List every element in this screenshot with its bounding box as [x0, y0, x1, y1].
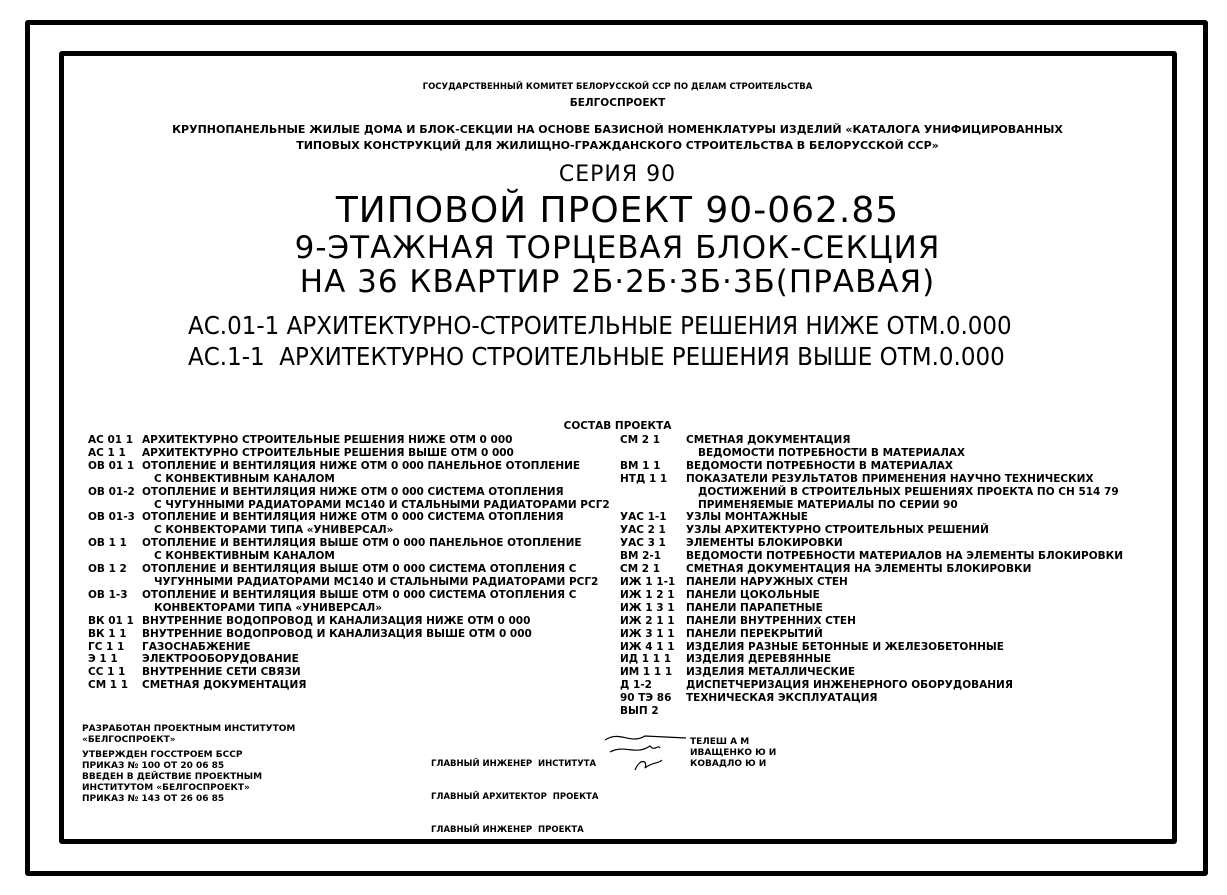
item-text: С КОНВЕКТОРАМИ ТИПА «УНИВЕРСАЛ»	[154, 524, 394, 537]
item-code: ИЖ 1 1-1	[620, 575, 676, 588]
list-item	[620, 615, 1123, 628]
item-text: ВНУТРЕННИЕ ВОДОПРОВОД И КАНАЛИЗАЦИЯ НИЖЕ ОТМ 0 000	[142, 614, 531, 627]
item-text: ОТОПЛЕНИЕ И ВЕНТИЛЯЦИЯ НИЖЕ ОТМ 0 000 СИСТЕМА ОТОПЛЕНИЯ	[142, 511, 564, 524]
item-code: СМ 2 1	[620, 563, 661, 576]
item-code: ОВ 1-3	[88, 588, 128, 601]
list-item	[620, 653, 1123, 666]
list-item	[88, 434, 610, 447]
list-item	[620, 486, 1123, 499]
item-code	[620, 499, 686, 512]
item-code: 90 ТЭ 86	[620, 692, 672, 705]
roles-block	[431, 737, 598, 858]
title-line-1: 9-ЭТАЖНАЯ ТОРЦЕВАЯ БЛОК-СЕКЦИЯ	[294, 230, 941, 266]
developed-line: «БЕЛГОСПРОЕКТ»	[82, 735, 176, 745]
list-item	[620, 589, 1123, 602]
item-text: ИЗДЕЛИЯ МЕТАЛЛИЧЕСКИЕ	[686, 666, 856, 679]
description-line-2: ТИПОВЫХ КОНСТРУКЦИЙ ДЛЯ ЖИЛИЩНО-ГРАЖДАНСКОГО СТРОИТЕЛЬСТВА В БЕЛОРУССКОЙ ССР»	[296, 139, 939, 152]
item-text: ТЕХНИЧЕСКАЯ ЭКСПЛУАТАЦИЯ	[686, 692, 878, 705]
item-text: ОТОПЛЕНИЕ И ВЕНТИЛЯЦИЯ НИЖЕ ОТМ 0 000 СИСТЕМА ОТОПЛЕНИЯ	[142, 485, 564, 498]
approved-line: ПРИКАЗ № 143 ОТ 26 06 85	[82, 794, 225, 804]
item-text: ВЕДОМОСТИ ПОТРЕБНОСТИ В МАТЕРИАЛАХ	[698, 446, 966, 459]
list-item	[620, 705, 1123, 718]
list-item	[88, 602, 610, 615]
list-item	[620, 641, 1123, 654]
item-code: Э 1 1	[88, 653, 118, 666]
item-text: ГАЗОСНАБЖЕНИЕ	[142, 640, 251, 653]
item-text: ИЗДЕЛИЯ ДЕРЕВЯННЫЕ	[686, 653, 832, 666]
item-text: СМЕТНАЯ ДОКУМЕНТАЦИЯ	[686, 434, 851, 446]
item-text: ДИСПЕТЧЕРИЗАЦИЯ ИНЖЕНЕРНОГО ОБОРУДОВАНИЯ	[686, 679, 1013, 692]
item-code: УАС 2 1	[620, 524, 666, 537]
item-code: НТД 1 1	[620, 472, 668, 485]
list-item	[88, 628, 610, 641]
signatures	[600, 730, 688, 775]
list-item	[88, 486, 610, 499]
item-text: ВЕДОМОСТИ ПОТРЕБНОСТИ В МАТЕРИАЛАХ	[686, 459, 954, 472]
list-item	[88, 563, 610, 576]
item-text: ЭЛЕКТРООБОРУДОВАНИЕ	[142, 653, 299, 666]
names-block	[690, 737, 776, 770]
item-code: АС 1 1	[88, 446, 126, 459]
item-text: УЗЛЫ МОНТАЖНЫЕ	[686, 511, 808, 524]
composition-title: СОСТАВ ПРОЕКТА	[563, 420, 672, 432]
item-text: ПОКАЗАТЕЛИ РЕЗУЛЬТАТОВ ПРИМЕНЕНИЯ НАУЧНО ТЕХНИЧЕСКИХ	[686, 472, 1094, 485]
item-text: ПАНЕЛИ ЦОКОЛЬНЫЕ	[686, 588, 820, 601]
list-item	[620, 666, 1123, 679]
role: ГЛАВНЫЙ ИНЖЕНЕР ИНСТИТУТА	[431, 759, 597, 769]
item-code: ОВ 01 1	[88, 459, 135, 472]
list-item	[620, 602, 1123, 615]
list-item	[620, 434, 1123, 447]
list-item	[88, 589, 610, 602]
item-code	[620, 486, 686, 499]
list-item	[88, 679, 610, 692]
list-item	[88, 511, 610, 524]
item-code: СМ 1 1	[88, 679, 129, 692]
item-code: ГС 1 1	[88, 640, 125, 653]
list-item	[620, 511, 1123, 524]
item-code: ОВ 1 2	[88, 563, 127, 576]
role: ГЛАВНЫЙ АРХИТЕКТОР ПРОЕКТА	[431, 792, 599, 802]
item-text: ПРИМЕНЯЕМЫЕ МАТЕРИАЛЫ ПО СЕРИИ 90	[698, 498, 958, 511]
item-text: ПАНЕЛИ ПЕРЕКРЫТИЙ	[686, 627, 823, 640]
item-code: ИЖ 1 2 1	[620, 588, 675, 601]
item-code: СС 1 1	[88, 666, 126, 679]
role: ГЛАВНЫЙ ИНЖЕНЕР ПРОЕКТА	[431, 825, 584, 835]
item-text: ПАНЕЛИ ПАРАПЕТНЫЕ	[686, 601, 823, 614]
list-item	[620, 628, 1123, 641]
organization: БЕЛГОСПРОЕКТ	[569, 97, 666, 109]
approved-line: ИНСТИТУТОМ «БЕЛГОСПРОЕКТ»	[82, 783, 250, 793]
item-text: ДОСТИЖЕНИЙ В СТРОИТЕЛЬНЫХ РЕШЕНИЯХ ПРОЕКТА ПО СН 514 79	[698, 485, 1119, 498]
album-1: АС.01-1 АРХИТЕКТУРНО-СТРОИТЕЛЬНЫЕ РЕШЕНИЯ НИЖЕ ОТМ.0.000	[188, 311, 1012, 340]
list-item	[620, 460, 1123, 473]
item-text: УЗЛЫ АРХИТЕКТУРНО СТРОИТЕЛЬНЫХ РЕШЕНИЙ	[686, 524, 989, 537]
item-code: ОВ 1 1	[88, 537, 127, 550]
left-composition-list	[88, 434, 610, 692]
item-code: ВМ 1 1	[620, 459, 661, 472]
list-item	[620, 447, 1123, 460]
item-text: С КОНВЕКТИВНЫМ КАНАЛОМ	[154, 472, 335, 485]
name: КОВАДЛО Ю И	[690, 759, 767, 769]
list-item	[620, 524, 1123, 537]
approved-line: ВВЕДЕН В ДЕЙСТВИЕ ПРОЕКТНЫМ	[82, 772, 263, 782]
item-code	[88, 602, 142, 615]
item-code: ВМ 2-1	[620, 550, 662, 563]
item-code	[88, 550, 142, 563]
right-composition-list	[620, 434, 1123, 718]
item-text: ОТОПЛЕНИЕ И ВЕНТИЛЯЦИЯ НИЖЕ ОТМ 0 000 ПАНЕЛЬНОЕ ОТОПЛЕНИЕ	[142, 459, 581, 472]
list-item	[88, 524, 610, 537]
list-item	[88, 666, 610, 679]
description-line-1: КРУПНОПАНЕЛЬНЫЕ ЖИЛЫЕ ДОМА И БЛОК-СЕКЦИИ НА ОСНОВЕ БАЗИСНОЙ НОМЕНКЛАТУРЫ ИЗДЕЛИЙ «КАТАЛОГА УНИФИЦИРОВАННЫХ	[172, 123, 1063, 136]
item-code	[88, 576, 142, 589]
item-text: ЭЛЕМЕНТЫ БЛОКИРОВКИ	[686, 537, 843, 550]
list-item	[88, 576, 610, 589]
item-text: ВНУТРЕННИЕ ВОДОПРОВОД И КАНАЛИЗАЦИЯ ВЫШЕ ОТМ 0 000	[142, 627, 532, 640]
item-text: КОНВЕКТОРАМИ ТИПА «УНИВЕРСАЛ»	[154, 601, 383, 614]
item-code: ИЖ 4 1 1	[620, 640, 675, 653]
item-code: ИМ 1 1 1	[620, 666, 673, 679]
list-item	[620, 473, 1123, 486]
list-item	[88, 615, 610, 628]
item-code	[620, 447, 686, 460]
approved-line: УТВЕРЖДЕН ГОССТРОЕМ БССР	[82, 750, 243, 760]
list-item	[88, 641, 610, 654]
name: ТЕЛЕШ А М	[690, 737, 750, 747]
list-item	[620, 550, 1123, 563]
list-item	[620, 537, 1123, 550]
item-text: ОТОПЛЕНИЕ И ВЕНТИЛЯЦИЯ ВЫШЕ ОТМ 0 000 СИСТЕМА ОТОПЛЕНИЯ С	[142, 588, 577, 601]
item-code: УАС 1-1	[620, 511, 667, 524]
item-text: ОТОПЛЕНИЕ И ВЕНТИЛЯЦИЯ ВЫШЕ ОТМ 0 000 ПАНЕЛЬНОЕ ОТОПЛЕНИЕ	[142, 537, 582, 550]
item-code	[88, 499, 142, 512]
developed-line: РАЗРАБОТАН ПРОЕКТНЫМ ИНСТИТУТОМ	[82, 724, 296, 734]
list-item	[620, 563, 1123, 576]
item-code: ИЖ 3 1 1	[620, 627, 675, 640]
item-code: ВК 1 1	[88, 627, 127, 640]
committee-line: ГОСУДАРСТВЕННЫЙ КОМИТЕТ БЕЛОРУССКОЙ ССР ПО ДЕЛАМ СТРОИТЕЛЬСТВА	[422, 82, 813, 92]
name: ИВАЩЕНКО Ю И	[690, 748, 777, 758]
item-code: ИД 1 1 1	[620, 653, 672, 666]
item-code: ОВ 01-3	[88, 511, 135, 524]
item-text: АРХИТЕКТУРНО СТРОИТЕЛЬНЫЕ РЕШЕНИЯ ВЫШЕ ОТМ 0 000	[142, 446, 514, 459]
item-text: ЧУГУННЫМИ РАДИАТОРАМИ МС140 И СТАЛЬНЫМИ РАДИАТОРАМИ РСГ2	[154, 575, 599, 588]
item-text: ВЕДОМОСТИ ПОТРЕБНОСТИ МАТЕРИАЛОВ НА ЭЛЕМЕНТЫ БЛОКИРОВКИ	[686, 550, 1124, 563]
list-item	[88, 473, 610, 486]
item-text: С КОНВЕКТИВНЫМ КАНАЛОМ	[154, 550, 335, 563]
series: СЕРИЯ 90	[558, 162, 677, 187]
item-text: АРХИТЕКТУРНО СТРОИТЕЛЬНЫЕ РЕШЕНИЯ НИЖЕ ОТМ 0 000	[142, 434, 513, 446]
list-item	[88, 499, 610, 512]
item-text: СМЕТНАЯ ДОКУМЕНТАЦИЯ	[142, 679, 307, 692]
list-item	[88, 537, 610, 550]
album-2: АС.1-1 АРХИТЕКТУРНО СТРОИТЕЛЬНЫЕ РЕШЕНИЯ ВЫШЕ ОТМ.0.000	[188, 342, 1005, 371]
list-item	[88, 653, 610, 666]
item-code: ОВ 01-2	[88, 485, 135, 498]
item-text: ОТОПЛЕНИЕ И ВЕНТИЛЯЦИЯ ВЫШЕ ОТМ 0 000 СИСТЕМА ОТОПЛЕНИЯ С	[142, 563, 577, 576]
item-code: АС 01 1	[88, 434, 134, 446]
list-item	[620, 692, 1123, 705]
list-item	[620, 499, 1123, 512]
item-code	[88, 524, 142, 537]
item-text: ПАНЕЛИ ВНУТРЕННИХ СТЕН	[686, 614, 856, 627]
item-text: С ЧУГУННЫМИ РАДИАТОРАМИ МС140 И СТАЛЬНЫМИ РАДИАТОРАМИ РСГ2	[154, 498, 610, 511]
item-code: Д 1-2	[620, 679, 652, 692]
approved-block	[82, 750, 262, 805]
item-code: ИЖ 1 3 1	[620, 601, 675, 614]
list-item	[620, 679, 1123, 692]
list-item	[620, 576, 1123, 589]
item-code: ВЫП 2	[620, 705, 659, 718]
item-code: ИЖ 2 1 1	[620, 614, 675, 627]
item-code: ВК 01 1	[88, 614, 134, 627]
list-item	[88, 447, 610, 460]
list-item	[88, 460, 610, 473]
item-text: ВНУТРЕННИЕ СЕТИ СВЯЗИ	[142, 666, 301, 679]
item-code: УАС 3 1	[620, 537, 666, 550]
developed-block	[82, 724, 295, 746]
project-number: ТИПОВОЙ ПРОЕКТ 90-062.85	[335, 190, 900, 231]
list-item	[88, 550, 610, 563]
item-text: ИЗДЕЛИЯ РАЗНЫЕ БЕТОННЫЕ И ЖЕЛЕЗОБЕТОННЫЕ	[686, 640, 1004, 653]
title-line-2: НА 36 КВАРТИР 2Б·2Б·3Б·3Б(ПРАВАЯ)	[299, 264, 936, 300]
item-text: СМЕТНАЯ ДОКУМЕНТАЦИЯ НА ЭЛЕМЕНТЫ БЛОКИРОВКИ	[686, 563, 1032, 576]
item-code	[88, 473, 142, 486]
item-code: СМ 2 1	[620, 434, 661, 446]
item-text: ПАНЕЛИ НАРУЖНЫХ СТЕН	[686, 575, 848, 588]
approved-line: ПРИКАЗ № 100 ОТ 20 06 85	[82, 761, 225, 771]
